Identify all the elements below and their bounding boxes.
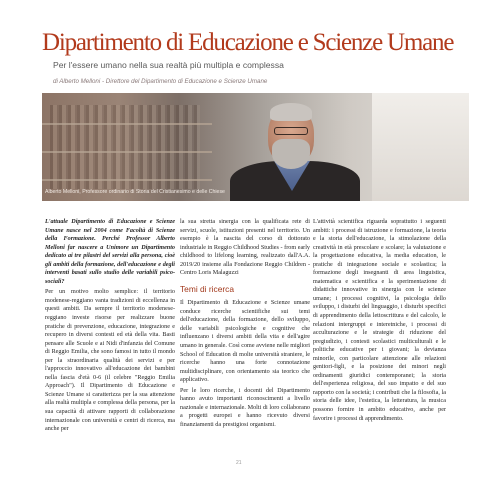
text-column-3 [313,218,446,425]
shelf-line [42,179,212,181]
section-heading: Temi di ricerca [180,283,234,294]
person-beard [272,139,310,169]
text-column-1 [45,218,175,436]
body-paragraph: Il Dipartimento di Educazione e Scienze umane conduce ricerche scientifiche sui temi dell'educazione, della formazione, dello sviluppo, delle variabili psicologiche e cognitive che influenzano i diversi ambiti della vita e dell'agire umano in generale. Così come avviene nelle migliori School of Education di molte università straniere, le ricerche hanno una forte connotazione multidisciplinare, con orientamento sia teorico che applicativo. [180,300,310,384]
person-hair [270,103,312,121]
person-glasses [274,127,308,135]
page-title: Dipartimento di Educazione e Scienze Umane [42,29,454,56]
body-paragraph: L'attività scientifica riguarda soprattutto i seguenti ambiti: i processi di istruzione e formazione, la teoria e la storia dell'educazione, la stimolazione della creatività in età prescolare e scolare; la valutazione e la progettazione educativa, la media education, le pratiche di integrazione sociale e scolastica; la formazione degli insegnanti di area linguistica, matematica e scientifica e la sperimentazione di didattiche innovative in sinergia con le scienze umane; i processi cognitivi, la psicologia dello sviluppo, i disturbi del linguaggio, i disturbi specifici di apprendimento della lettoscrittura e del calcolo, le relazioni intergruppi e interetniche, i processi di acculturazione e le strategie di riduzione del pregiudizio, i contesti scolastici multiculturali e le politiche educative per i giovani; la devianza minorile, con particolare attenzione alle relazioni genitori-figli, e la posizione dei minori negli ordinamenti giuridici contemporanei; la storia dell'esperienza religiosa, del suo impatto e del suo rapporto con la società; i contributi che la filosofia, la storia delle idee, l'estetica, la letteratura, la musica possono fornire in ambito educativo, anche per favorire i processi di apprendimento. [313,219,446,422]
page-number: 21 [236,460,242,466]
portrait-photo [42,93,469,201]
shelf-line [42,123,212,125]
photo-caption: Alberto Melloni, Professore ordinario di Storia del Cristianesimo e delle Chiese [45,189,225,195]
body-paragraph: Per un motivo molto semplice: il territorio modenese-reggiano vanta tradizioni di eccellenza in questi ambiti. Da sempre il territorio modenese-reggiano investe risorse per realizzare buone pratiche di prevenzione, educazione, integrazione e recupero in diversi contesti ed età della vita. Basti pensare alle Scuole e ai Nidi d'infanzia del Comune di Reggio Emilia, che sono famosi in tutto il mondo per la straordinaria qualità dei servizi e per l'approccio innovativo all'educazione dei bambini nella fascia d'età 0-6 (il celebre "Reggio Emilia Approach"). Il Dipartimento di Educazione e Scienze Umane si caratterizza per la sua attenzione alla realtà multipla e complessa della persona, per la sua capacità di attivare rapporti di collaborazione internazionale con università e centri di ricerca, ma anche per [45,289,175,433]
page-subtitle: Per l'essere umano nella sua realtà più multipla e complessa [53,60,284,70]
window-light [372,93,469,201]
body-paragraph: la sua stretta sinergia con la qualificata rete di servizi, scuole, istituzioni presenti nel territorio. Un esempio è la nascita del corso di dottorato industriale in Reggio Childhood Studies - from early childhood to lifelong learning, realizzato dall'A.A. 2019/20 insieme alla Fondazione Reggio Children - Centro Loris Malaguzzi [180,219,310,277]
shelf-line [42,151,212,153]
bookshelf-background [50,105,200,189]
intro-question: L'attuale Dipartimento di Educazione e Scienze Umane nasce nel 2004 come Facoltà di Scienze della Formazione. Perché Professor Alberto Melloni far nascere a Unimore un Dipartimento dedicato ai tre pilastri del servizi alla persona, cioè gli ambiti della formazione, dell'educazione e degli interventi basati sullo studio delle variabili psico-sociali? [45,219,175,285]
author-byline: di Alberto Melloni - Direttore del Dipartimento di Educazione e Scienze Umane [53,78,268,85]
text-column-2 [180,218,310,431]
body-paragraph: Per le loro ricerche, i docenti del Dipartimento hanno avuto importanti riconoscimenti a livello nazionale e internazionale. Molti di loro collaborano a progetti europei e hanno ricevuto diversi finanziamenti da prestigiosi organismi. [180,387,310,428]
